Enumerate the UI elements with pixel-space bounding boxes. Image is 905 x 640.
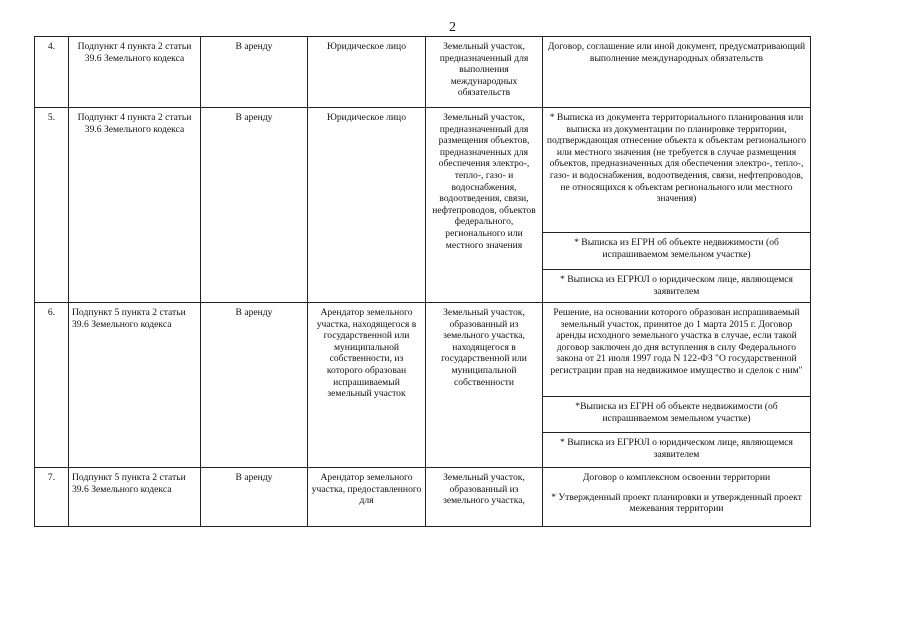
required-document: Договор о комплексном освоении территории — [582, 472, 771, 483]
land-plot: Земельный участок, образованный из земельного участка, находящегося в государственной или муниципальной собственности — [426, 303, 543, 468]
required-document: * Выписка из документа территориального планирования или выписка из документации по планировке территории, подтверждающая отнесение объекта к объектам регионального или местного значения (не требуется в случае размещения объектов, предназначенных для обеспечения электро-, тепло-, газо- и водоснабжения, водоотведения, связи, нефтепроводов, не относящихся к объектам регионального или местного значения) — [543, 108, 811, 233]
page-number: 2 — [449, 20, 456, 35]
required-document: * Выписка из ЕГРН об объекте недвижимости (об испрашиваемом земельном участке) — [543, 233, 811, 270]
right-type: В аренду — [201, 108, 308, 303]
row-number: 4. — [35, 37, 69, 108]
right-type: В аренду — [201, 37, 308, 108]
land-plot: Земельный участок, образованный из земельного участка, — [426, 468, 543, 527]
required-document: Решение, на основании которого образован испрашиваемый земельный участок, принятое до 1 марта 2015 г. Договор аренды исходного земельного участка в случае, если такой договор заключен до дня вступления в силу Федерального закона от 21 июля 1997 года N 122-ФЗ "О государственной регистрации прав на недвижимое имущество и сделок с ним" — [543, 303, 811, 397]
required-document: *Выписка из ЕГРН об объекте недвижимости (об испрашиваемом земельном участке) — [543, 397, 811, 433]
right-type: В аренду — [201, 468, 308, 527]
applicant: Юридическое лицо — [308, 108, 426, 303]
table-row — [35, 303, 811, 397]
applicant: Арендатор земельного участка, находящегося в государственной или муниципальной собственности, из которого образован испрашиваемый земельный участок — [308, 303, 426, 468]
land-plot: Земельный участок, предназначенный для размещения объектов, предназначенных для обеспечения электро-, тепло-, газо- и водоснабжения, водоотведения, связи, нефтепроводов, объектов федерального, регионального или местного значения — [426, 108, 543, 303]
required-document: * Утвержденный проект планировки и утвержденный проект межевания территории — [551, 491, 802, 515]
required-document: * Выписка из ЕГРЮЛ о юридическом лице, являющемся заявителем — [543, 270, 811, 303]
legal-basis: Подпункт 5 пункта 2 статьи 39.6 Земельного кодекса — [69, 468, 201, 527]
table-row — [35, 468, 811, 527]
required-document: Договор, соглашение или иной документ, предусматривающий выполнение международных обязательств — [543, 37, 811, 108]
row-number: 5. — [35, 108, 69, 303]
required-documents — [543, 468, 811, 527]
land-plot: Земельный участок, предназначенный для выполнения международных обязательств — [426, 37, 543, 108]
required-document: * Выписка из ЕГРЮЛ о юридическом лице, являющемся заявителем — [543, 433, 811, 468]
table-row — [35, 37, 811, 108]
applicant: Арендатор земельного участка, предоставленного для — [308, 468, 426, 527]
documents-table — [34, 36, 811, 527]
legal-basis: Подпункт 4 пункта 2 статьи 39.6 Земельного кодекса — [69, 37, 201, 108]
row-number: 6. — [35, 303, 69, 468]
legal-basis: Подпункт 5 пункта 2 статьи 39.6 Земельного кодекса — [69, 303, 201, 468]
applicant: Юридическое лицо — [308, 37, 426, 108]
right-type: В аренду — [201, 303, 308, 468]
legal-basis: Подпункт 4 пункта 2 статьи 39.6 Земельного кодекса — [69, 108, 201, 303]
table-row — [35, 108, 811, 233]
row-number: 7. — [35, 468, 69, 527]
